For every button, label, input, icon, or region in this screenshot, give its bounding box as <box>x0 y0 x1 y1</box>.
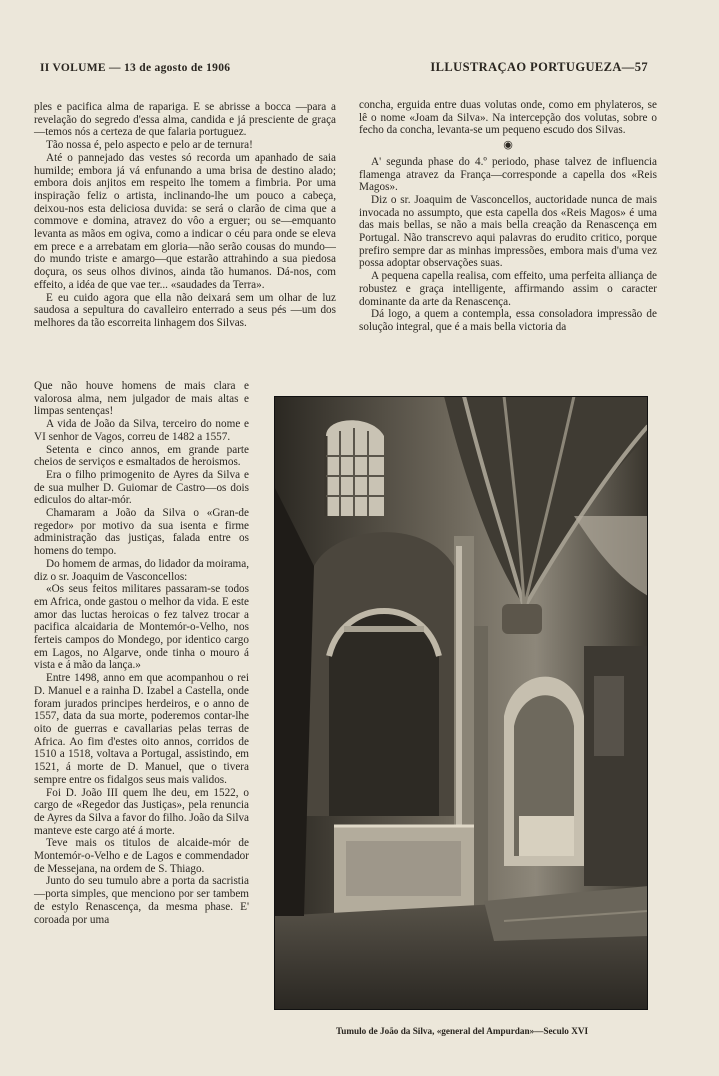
paragraph: E eu cuido agora que ella não deixará sem um olhar de luz saudosa a sepultura do cavalleiro enterrado a seus pés —um dos melhores da tão escorreita linhagem dos Silvas. <box>34 291 336 329</box>
page-header-left: II VOLUME — 13 de agosto de 1906 <box>40 62 231 74</box>
paragraph: Diz o sr. Joaquim de Vasconcellos, auctoridade nunca de mais invocada no assumpto, que esta capella dos «Reis Magos» é uma das mais bellas, se não a mais bella creação da Renascença em Portugal. Não transcrevo aqui palavras do erudito critico, porque prefiro sempre dar as minhas impressões, embora mais d'uma vez possa adoptar observações suas. <box>359 193 657 270</box>
paragraph: Teve mais os titulos de alcaide-mór de Montemór-o-Velho e de Lagos e commendador de Messejana, na ordem de S. Thiago. <box>34 837 249 875</box>
paragraph: Que não houve homens de mais clara e valorosa alma, nem julgador de mais altas e limpas sentenças! <box>34 380 249 418</box>
tomb-photograph <box>274 396 648 1010</box>
section-ornament-icon: ◉ <box>503 139 513 152</box>
paragraph: Foi D. João III quem lhe deu, em 1522, o cargo de «Regedor das Justiças», pela renuncia de Ayres da Silva a favor do filho. João da Silva manteve este cargo até á morte. <box>34 786 249 837</box>
paragraph: Entre 1498, anno em que acompanhou o rei D. Manuel e a rainha D. Izabel a Castella, onde foram jurados principes herdeiros, e o anno de 1557, data da sua morte, poderemos contar-lhe oito de guerras e cavallarias pelas terras de Africa. Ao fim d'estes oito annos, corridos de 1510 a 1518, voltava a Portugal, assistindo, em 1521, á morte de D. Manuel, que o tivera sempre entre os fidalgos seus mais validos. <box>34 672 249 786</box>
paragraph: A pequena capella realisa, com effeito, uma perfeita alliança de robustez e graça intelligente, affirmando assim o caracter dominante da arte da Renascença. <box>359 270 657 308</box>
paragraph: Setenta e cinco annos, em grande parte cheios de serviços e esmaltados de heroismos. <box>34 443 249 469</box>
paragraph: Era o filho primogenito de Ayres da Silva e de sua mulher D. Guiomar de Castro—os dois ediculos do altar-mór. <box>34 468 249 507</box>
right-column-text <box>359 99 657 334</box>
paragraph: Do homem de armas, do lidador da moirama, diz o sr. Joaquim de Vasconcellos: <box>34 557 249 583</box>
paragraph: «Os seus feitos militares passaram-se todos em Africa, onde gastou o melhor da vida. E este amor das luctas heroicas o fez talvez trocar a pacifica alcaidaria de Montemór-o-Velho, nos ferteis campos do Mondego, por identico cargo em Lagos, no Algarve, onde tinha o mouro á vista e á mão da lança.» <box>34 583 249 672</box>
paragraph: Junto do seu tumulo abre a porta da sacristia—porta simples, que menciono por ser tambem de estylo Renascença, da mesma phase. E' coroada por uma <box>34 875 249 926</box>
page-header-right: ILLUSTRAÇAO PORTUGUEZA—57 <box>430 60 648 74</box>
paragraph: Chamaram a João da Silva o «Gran-de regedor» por motivo da sua isenta e firme administração das justiças, falada entre os homens do tempo. <box>34 507 249 558</box>
paragraph: Dá logo, a quem a contempla, essa consoladora impressão de solução integral, que é a mais bella victoria da <box>359 308 657 333</box>
paragraph: A' segunda phase do 4.º periodo, phase talvez de influencia flamenga atravez da França—corresponde a capella dos «Reis Magos». <box>359 155 657 194</box>
paragraph: Até o pannejado das vestes só recorda um apanhado de saia humilde; embora já vá enfunando a uma brisa de destino alado; embora dois anjitos em respeito lhe tomem a fimbria. Por uma inspiração feliz o artista, inclinando-lhe um pouco a cabeça, deixou-nos esta deliciosa duvida: se será o clarão de cima que a commove e domina, atravez do vôo a erguer; ou se—emquanto levanta as mãos em ogiva, como a indicar o céu para onde se eleva em prece e a arrebatam em gloria—não serão cousas do mundo—do mundo triste e amargo—que estarão attrahindo a sua piedosa doçura, os seus olhos divinos, ainda tão humanos. Dá-nos, com effeito, a idéa de que vae ter... «saudades da Terra». <box>34 151 336 291</box>
paragraph: A vida de João da Silva, terceiro do nome e VI senhor de Vagos, correu de 1482 a 1557. <box>34 418 249 443</box>
paragraph: ples e pacifica alma de rapariga. E se abrisse a bocca —para a revelação do segredo d'essa alma, candida e já presciente de graça—temos nós a certeza de que falaria portuguez. <box>34 101 336 139</box>
left-column-top-text <box>34 101 336 330</box>
paragraph: concha, erguida entre duas volutas onde, como em phylateros, se lê o nome «Joam da Silva». Na intercepção dos volutas, sobre o fecho da concha, levanta-se um pequeno escudo dos Silvas. <box>359 99 657 137</box>
left-column-lower-text <box>34 380 249 926</box>
paragraph: Tão nossa é, pelo aspecto e pelo ar de ternura! <box>46 139 253 152</box>
photo-caption: Tumulo de João da Silva, «general del Ampurdan»—Seculo XVI <box>335 1026 589 1036</box>
